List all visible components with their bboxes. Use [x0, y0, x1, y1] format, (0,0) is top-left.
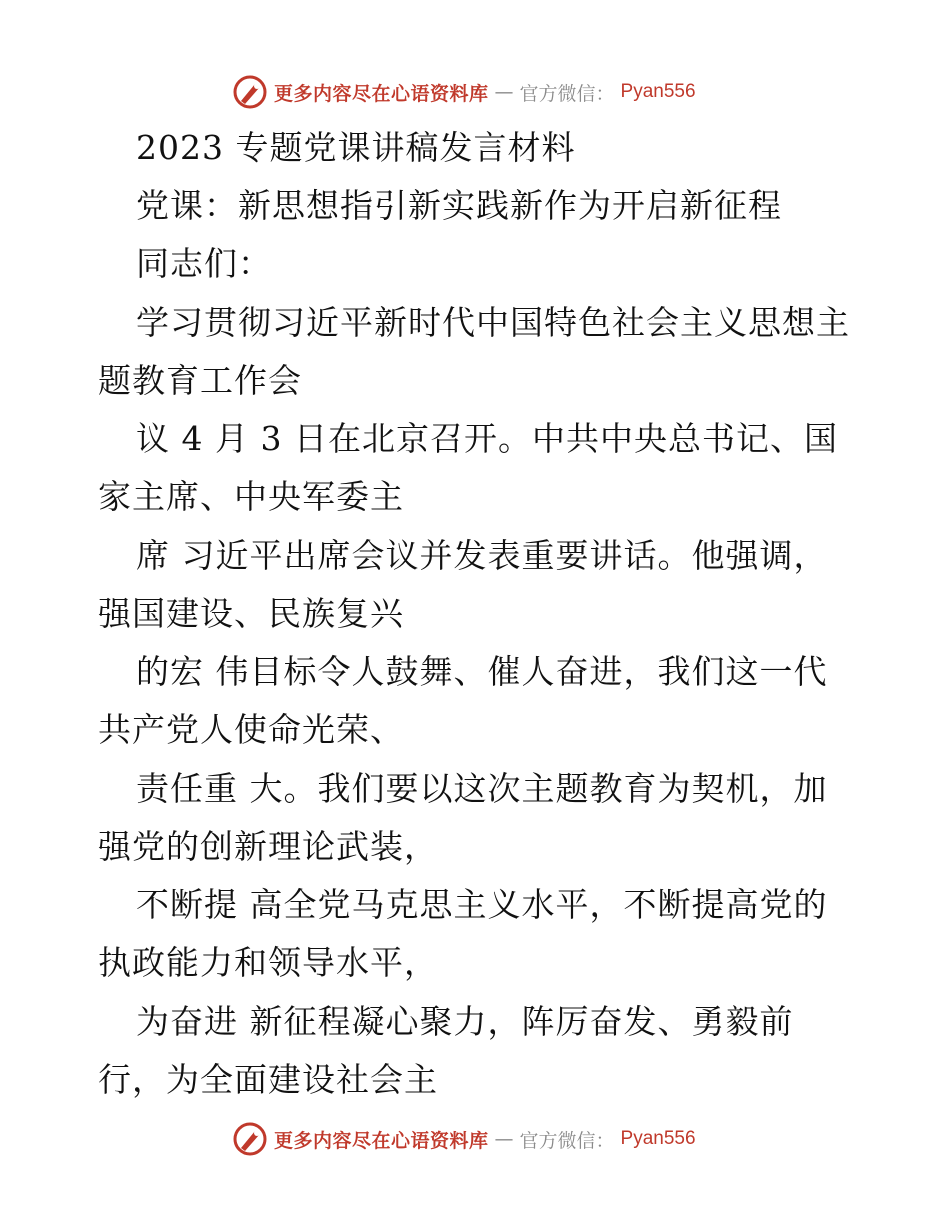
watermark-footer	[232, 1119, 696, 1159]
doc-line: 席 习近平出席会议并发表重要讲话。他强调，	[136, 536, 828, 575]
doc-title: 2023 专题党课讲稿发言材料	[136, 128, 576, 167]
watermark-dash: —	[494, 81, 514, 103]
doc-line: 不断提 高全党马克思主义水平，不断提高党的	[136, 885, 828, 924]
doc-line: 责任重 大。我们要以这次主题教育为契机，加	[136, 769, 828, 808]
watermark-label: 官方微信：	[519, 82, 615, 105]
watermark-id: Pyan556	[620, 1128, 696, 1149]
watermark-header	[232, 72, 696, 112]
watermark-brand: 更多内容尽在心语资料库	[274, 1129, 489, 1152]
doc-line: 执政能力和领导水平，	[98, 943, 438, 982]
doc-line: 强党的创新理论武装，	[98, 827, 438, 866]
pen-logo-icon	[232, 1121, 268, 1157]
doc-line: 题教育工作会	[98, 361, 302, 400]
doc-subtitle: 党课：新思想指引新实践新作为开启新征程	[136, 186, 782, 225]
doc-line: 学习贯彻习近平新时代中国特色社会主义思想主	[136, 303, 850, 342]
doc-line: 议 4 月 3 日在北京召开。中共中央总书记、国	[136, 419, 838, 458]
watermark-dash: —	[494, 1128, 514, 1150]
doc-line: 家主席、中央军委主	[98, 477, 404, 516]
watermark-id: Pyan556	[620, 81, 696, 102]
watermark-label: 官方微信：	[519, 1129, 615, 1152]
doc-line: 为奋进 新征程凝心聚力，阵厉奋发、勇毅前	[136, 1002, 794, 1041]
watermark-brand: 更多内容尽在心语资料库	[274, 82, 489, 105]
doc-line: 的宏 伟目标令人鼓舞、催人奋进，我们这一代	[136, 652, 828, 691]
doc-line: 强国建设、民族复兴	[98, 594, 404, 633]
doc-salutation: 同志们：	[136, 244, 272, 283]
doc-line: 共产党人使命光荣、	[98, 710, 404, 749]
pen-logo-icon	[232, 74, 268, 110]
doc-line: 行，为全面建设社会主	[98, 1060, 438, 1099]
